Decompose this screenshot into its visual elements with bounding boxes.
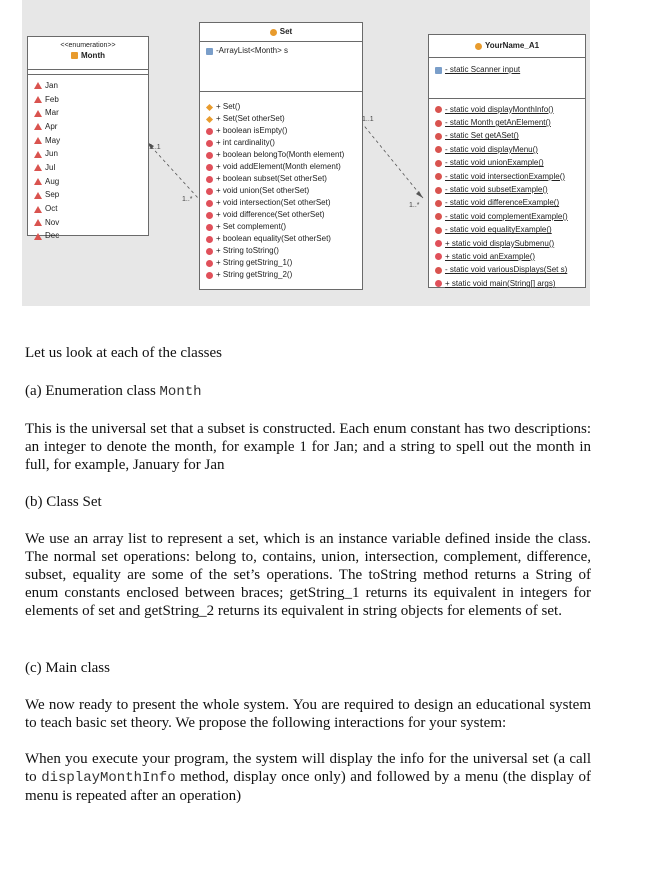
main-method: - static Set getASet(): [429, 130, 585, 143]
method-icon: [206, 176, 213, 183]
set-method: + Set(Set otherSet): [200, 113, 362, 125]
main-class-name: YourName_A1: [484, 41, 540, 50]
main-method: - static void displayMonthInfo(): [429, 103, 585, 116]
main-attribute: - static Scanner input: [445, 65, 521, 74]
enum-constant: May: [28, 134, 148, 148]
static-method-icon: [435, 160, 442, 167]
constant-icon: [34, 137, 42, 144]
set-method: + boolean isEmpty(): [200, 125, 362, 137]
set-method: + int cardinality(): [200, 137, 362, 149]
set-method: + void intersection(Set otherSet): [200, 197, 362, 209]
main-method: - static void unionExample(): [429, 157, 585, 170]
main-method: - static void intersectionExample(): [429, 170, 585, 183]
section-c-body: We now ready to present the whole system. You are required to design an educational system to teach basic set theory. We propose the following interactions for your system:: [25, 697, 591, 731]
enum-stereotype: <<enumeration>>: [60, 42, 116, 49]
private-field-icon: [206, 48, 213, 55]
section-a-heading: (a) Enumeration class Month: [25, 383, 202, 400]
method-icon: [206, 200, 213, 207]
static-method-icon: [435, 200, 442, 207]
multiplicity-label: 1..*: [182, 196, 193, 203]
static-method-icon: [435, 133, 442, 140]
set-method: + Set complement(): [200, 221, 362, 233]
main-class-box[interactable]: [428, 34, 586, 288]
uml-class-diagram: [22, 0, 590, 306]
enum-name: Month: [81, 51, 105, 60]
enum-constant: Apr: [28, 120, 148, 134]
method-icon: [206, 248, 213, 255]
enum-constant: Feb: [28, 93, 148, 107]
multiplicity-label: 1..1: [362, 116, 374, 123]
set-method: + String getString_1(): [200, 257, 362, 269]
constructor-icon: [206, 115, 213, 122]
static-method-icon: [435, 146, 442, 153]
multiplicity-label: 1..*: [409, 202, 420, 209]
enum-constant: Mar: [28, 106, 148, 120]
set-class-box[interactable]: [199, 22, 363, 290]
section-c-heading: (c) Main class: [25, 660, 110, 676]
enum-constant: Aug: [28, 175, 148, 189]
method-icon: [206, 224, 213, 231]
static-method-icon: [435, 106, 442, 113]
method-icon: [206, 140, 213, 147]
intro-paragraph: Let us look at each of the classes: [25, 345, 223, 361]
set-method: + boolean subset(Set otherSet): [200, 173, 362, 185]
set-method: + void difference(Set otherSet): [200, 209, 362, 221]
execution-paragraph: When you execute your program, the system will display the info for the universal set (a call to displayMonthInfo method, display once only) and followed by a menu (the display of menu is repeated after an operation): [25, 751, 591, 804]
static-method-icon: [435, 120, 442, 127]
constant-icon: [34, 96, 42, 103]
enum-constant: Sep: [28, 189, 148, 203]
enum-constant: Jan: [28, 79, 148, 93]
enum-constant: Oct: [28, 202, 148, 216]
enum-icon: [71, 52, 78, 59]
static-method-icon: [435, 267, 442, 274]
constant-icon: [34, 110, 42, 117]
main-method: - static void differenceExample(): [429, 197, 585, 210]
constructor-icon: [206, 103, 213, 110]
set-method: + String getString_2(): [200, 269, 362, 281]
static-field-icon: [435, 67, 442, 74]
constant-icon: [34, 82, 42, 89]
static-method-icon: [435, 240, 442, 247]
class-icon: [270, 29, 277, 36]
main-method: + static void anExample(): [429, 250, 585, 263]
enum-constant: Jul: [28, 161, 148, 175]
set-method: + boolean equality(Set otherSet): [200, 233, 362, 245]
constant-icon: [34, 206, 42, 213]
set-class-name: Set: [279, 27, 293, 36]
set-method: + void addElement(Month element): [200, 161, 362, 173]
set-method: + boolean belongTo(Month element): [200, 149, 362, 161]
section-a-body: This is the universal set that a subset is constructed. Each enum constant has two descriptions: an integer to denote the month, for example 1 for Jan; and a string to spell out the month in full, for example, January for Jan: [25, 421, 591, 473]
method-icon: [206, 128, 213, 135]
constant-icon: [34, 233, 42, 240]
multiplicity-label: 1..1: [149, 144, 161, 151]
constant-icon: [34, 123, 42, 130]
main-method: - static Month getAnElement(): [429, 116, 585, 129]
method-icon: [206, 164, 213, 171]
enum-constant: Dec: [28, 230, 148, 244]
enum-month-box[interactable]: [27, 36, 149, 241]
main-method: - static void complementExample(): [429, 210, 585, 223]
static-method-icon: [435, 280, 442, 287]
set-method: + Set(): [200, 101, 362, 113]
static-method-icon: [435, 187, 442, 194]
enum-constants: [28, 75, 148, 243]
constant-icon: [34, 178, 42, 185]
set-attribute: -ArrayList<Month> s: [216, 46, 289, 55]
set-methods: [200, 92, 362, 281]
main-method: - static void subsetExample(): [429, 183, 585, 196]
constant-icon: [34, 151, 42, 158]
constant-icon: [34, 164, 42, 171]
static-method-icon: [435, 227, 442, 234]
class-icon: [475, 43, 482, 50]
static-method-icon: [435, 253, 442, 260]
method-icon: [206, 272, 213, 279]
set-method: + String toString(): [200, 245, 362, 257]
static-method-icon: [435, 213, 442, 220]
enum-constant: Nov: [28, 216, 148, 230]
method-icon: [206, 236, 213, 243]
set-method: + void union(Set otherSet): [200, 185, 362, 197]
month-code: Month: [159, 384, 202, 400]
method-code: displayMonthInfo: [41, 770, 176, 786]
method-icon: [206, 188, 213, 195]
main-method: + static void main(String[] args): [429, 277, 585, 290]
main-method: - static void equalityExample(): [429, 224, 585, 237]
method-icon: [206, 260, 213, 267]
static-method-icon: [435, 173, 442, 180]
enum-constant: Jun: [28, 147, 148, 161]
method-icon: [206, 152, 213, 159]
constant-icon: [34, 192, 42, 199]
section-b-heading: (b) Class Set: [25, 494, 102, 510]
constant-icon: [34, 219, 42, 226]
main-method: + static void displaySubmenu(): [429, 237, 585, 250]
main-methods: [429, 99, 585, 290]
main-method: - static void variousDisplays(Set s): [429, 264, 585, 277]
main-method: - static void displayMenu(): [429, 143, 585, 156]
section-b-body: We use an array list to represent a set, which is an instance variable defined inside the class. The normal set operations: belong to, contains, union, intersection, complement, difference, subset, equality are some of the set’s operations. The toString method returns a String of enum constants enclosed between braces; getString_1 returns its equivalent in integers for elements of set and getString_2 returns its equivalent in string objects for elements of set.: [25, 531, 591, 619]
method-icon: [206, 212, 213, 219]
